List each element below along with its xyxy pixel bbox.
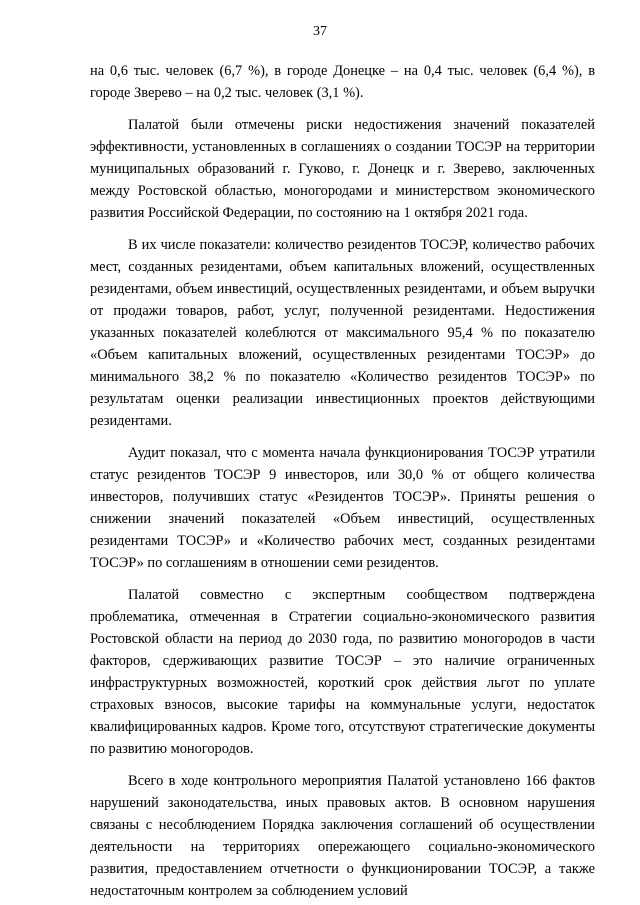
paragraph-indicators: В их числе показатели: количество резидентов ТОСЭР, количество рабочих мест, созданных резидентами, объем капитальных вложений, осуществленных резидентами, объем инвестиций, осуществленных резидентами, и объем выручки от продажи товаров, работ, услуг, полученной резидентами. Недостижения указанных показателей колеблются от максимального 95,4 % по показателю «Объем капитальных вложений, осуществленных резидентами ТОСЭР» до минимального 38,2 % по показателю «Количество резидентов ТОСЭР» по результатам оценки реализации инвестиционных проектов действующими резидентами. [90, 237, 595, 429]
paragraph-risks: Палатой были отмечены риски недостижения значений показателей эффективности, установленных в соглашениях о создании ТОСЭР на территории муниципальных образований г. Гуково, г. Донецк и г. Зверево, заключенных между Ростовской областью, моногородами и министерством экономического развития Российской Федерации, по состоянию на 1 октября 2021 года. [90, 117, 595, 221]
page-number: 37 [313, 24, 327, 39]
paragraph-expert-community: Палатой совместно с экспертным сообществом подтверждена проблематика, отмеченная в Стратегии социально-экономического развития Ростовской области на период до 2030 года, по развитию моногородов в части факторов, сдерживающих развитие ТОСЭР – это наличие ограниченных инфраструктурных возможностей, короткий срок действия льгот по уплате страховых взносов, высокие тарифы на коммунальные услуги, недостаток квалифицированных кадров. Кроме того, отсутствуют стратегические документы по развитию моногородов. [90, 587, 595, 757]
paragraph-continuation: на 0,6 тыс. человек (6,7 %), в городе Донецке – на 0,4 тыс. человек (6,4 %), в городе Зверево – на 0,2 тыс. человек (3,1 %). [90, 63, 595, 101]
paragraph-audit: Аудит показал, что с момента начала функционирования ТОСЭР утратили статус резидентов ТОСЭР 9 инвесторов, или 30,0 % от общего количества инвесторов, получивших статус «Резидентов ТОСЭР». Приняты решения о снижении значений показателей «Объем инвестиций, осуществленных резидентами ТОСЭР» и «Количество рабочих мест, созданных резидентами ТОСЭР» по соглашениям в отношении семи резидентов. [90, 445, 595, 571]
paragraph-violations: Всего в ходе контрольного мероприятия Палатой установлено 166 фактов нарушений законодательства, иных правовых актов. В основном нарушения связаны с несоблюдением Порядка заключения соглашений об осуществлении деятельности на территориях опережающего социально-экономического развития, предоставлением отчетности о функционировании ТОСЭР, а также недостаточным контролем за соблюдением условий [90, 773, 595, 899]
document-body [90, 60, 595, 902]
